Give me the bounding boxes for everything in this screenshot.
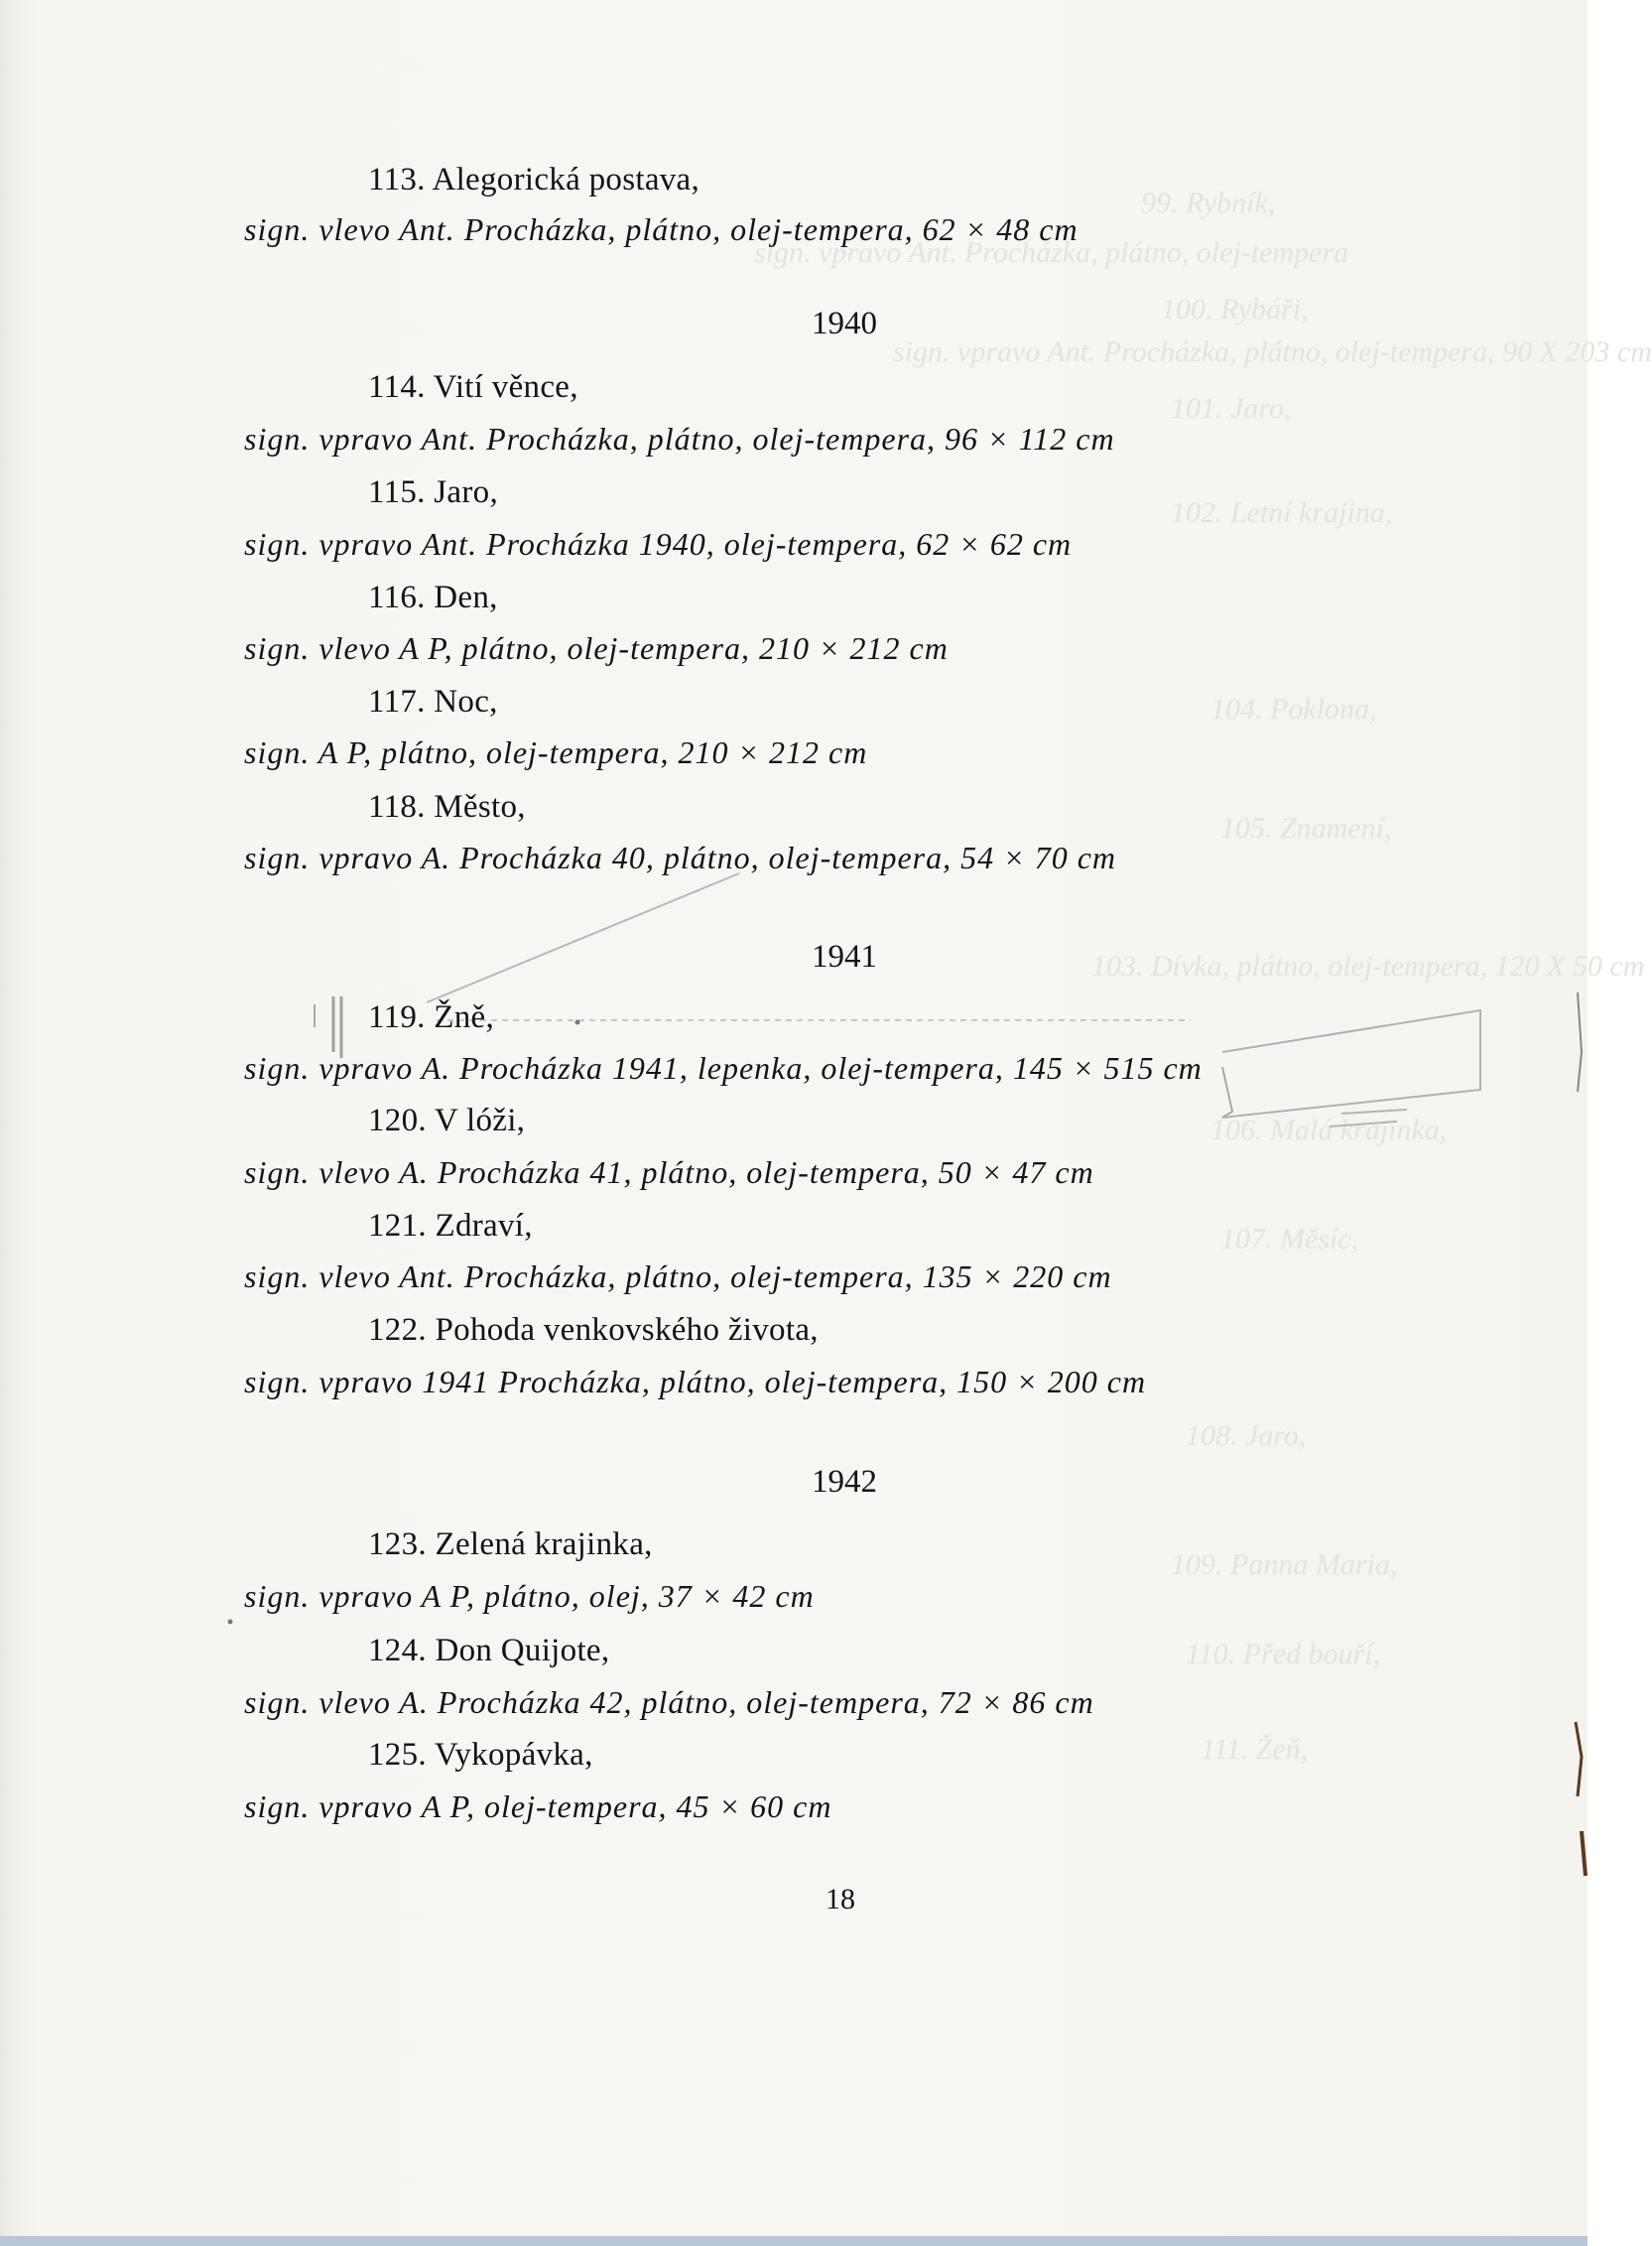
year-heading: 1940 bbox=[812, 306, 877, 341]
show-through-line: 103. Dívka, plátno, olej-tempera, 120 X 50 cm bbox=[1091, 950, 1645, 983]
page-number: 18 bbox=[826, 1883, 855, 1916]
entry-signature: sign. vpravo Ant. Procházka, plátno, olej-tempera, 96 × 112 cm bbox=[244, 421, 1115, 457]
entry-signature: sign. vlevo Ant. Procházka, plátno, olej-tempera, 135 × 220 cm bbox=[244, 1258, 1112, 1294]
year-heading: 1941 bbox=[812, 939, 877, 975]
show-through-line: 109. Panna Maria, bbox=[1171, 1548, 1398, 1581]
entry-title: 113. Alegorická postava, bbox=[368, 162, 700, 198]
entry-title: 115. Jaro, bbox=[368, 474, 499, 510]
scan-bottom-edge bbox=[0, 2236, 1588, 2246]
entry-title: 123. Zelená krajinka, bbox=[368, 1526, 653, 1562]
show-through-line: 110. Před bouří, bbox=[1186, 1638, 1381, 1670]
pencil-stroke bbox=[427, 873, 739, 1002]
entry-title: 124. Don Quijote, bbox=[368, 1633, 610, 1668]
entry-title: 122. Pohoda venkovského života, bbox=[368, 1312, 819, 1348]
page-edge-mark bbox=[1576, 1722, 1582, 1796]
show-through-line: sign. vpravo Ant. Procházka, plátno, olej-tempera bbox=[754, 236, 1349, 269]
pencil-stroke bbox=[1222, 1067, 1232, 1118]
entry-signature: sign. vlevo A. Procházka 42, plátno, olej-tempera, 72 × 86 cm bbox=[244, 1684, 1094, 1720]
entry-title: 118. Město, bbox=[368, 789, 526, 825]
entry-signature: sign. vpravo A P, plátno, olej, 37 × 42 cm bbox=[244, 1578, 815, 1614]
page-edge-mark bbox=[1578, 992, 1582, 1092]
entry-title: 117. Noc, bbox=[368, 684, 498, 720]
entry-signature: sign. vlevo A. Procházka 41, plátno, olej-tempera, 50 × 47 cm bbox=[244, 1154, 1094, 1190]
show-through-line: 104. Poklona, bbox=[1210, 693, 1377, 726]
show-through-line: 100. Rybáři, bbox=[1161, 293, 1309, 326]
show-through-line: 108. Jaro, bbox=[1186, 1419, 1307, 1452]
entry-title: 125. Vykopávka, bbox=[368, 1737, 593, 1773]
show-through-line: 99. Rybník, bbox=[1141, 187, 1276, 219]
entry-signature: sign. vpravo A. Procházka 40, plátno, olej-tempera, 54 × 70 cm bbox=[244, 840, 1117, 875]
pencil-stroke bbox=[1222, 1010, 1480, 1118]
entry-signature: sign. A P, plátno, olej-tempera, 210 × 212 cm bbox=[244, 734, 868, 770]
show-through-line: 107. Měsíc, bbox=[1220, 1223, 1359, 1255]
show-through-line: sign. vpravo Ant. Procházka, plátno, olej-tempera, 90 X 203 cm bbox=[893, 335, 1652, 368]
ink-dot bbox=[228, 1620, 233, 1625]
entry-signature: sign. vlevo A P, plátno, olej-tempera, 210 × 212 cm bbox=[244, 630, 949, 666]
entry-signature: sign. vlevo Ant. Procházka, plátno, olej-tempera, 62 × 48 cm bbox=[244, 211, 1079, 247]
ink-dot bbox=[575, 1020, 580, 1025]
year-heading: 1942 bbox=[812, 1464, 877, 1500]
entry-signature: sign. vpravo 1941 Procházka, plátno, olej-tempera, 150 × 200 cm bbox=[244, 1364, 1147, 1399]
show-through-line: 105. Znamení, bbox=[1220, 812, 1392, 845]
entry-title: 114. Vití věnce, bbox=[368, 369, 578, 405]
page-edge-mark bbox=[1582, 1831, 1586, 1876]
show-through-line: 102. Letní krajina, bbox=[1171, 496, 1393, 529]
entry-title: 116. Den, bbox=[368, 580, 498, 615]
entry-signature: sign. vpravo Ant. Procházka 1940, olej-tempera, 62 × 62 cm bbox=[244, 526, 1073, 562]
entry-title: 119. Žně, bbox=[368, 999, 495, 1035]
show-through-line: 106. Malá krajinka, bbox=[1210, 1114, 1448, 1146]
entry-title: 120. V lóži, bbox=[368, 1103, 526, 1138]
entry-signature: sign. vpravo A P, olej-tempera, 45 × 60 cm bbox=[244, 1788, 832, 1824]
show-through-line: 111. Žeň, bbox=[1201, 1733, 1309, 1766]
show-through-line: 101. Jaro, bbox=[1171, 392, 1292, 425]
pencil-stroke bbox=[1330, 1110, 1407, 1126]
entry-signature: sign. vpravo A. Procházka 1941, lepenka, olej-tempera, 145 × 515 cm bbox=[244, 1050, 1203, 1086]
entry-title: 121. Zdraví, bbox=[368, 1208, 533, 1244]
